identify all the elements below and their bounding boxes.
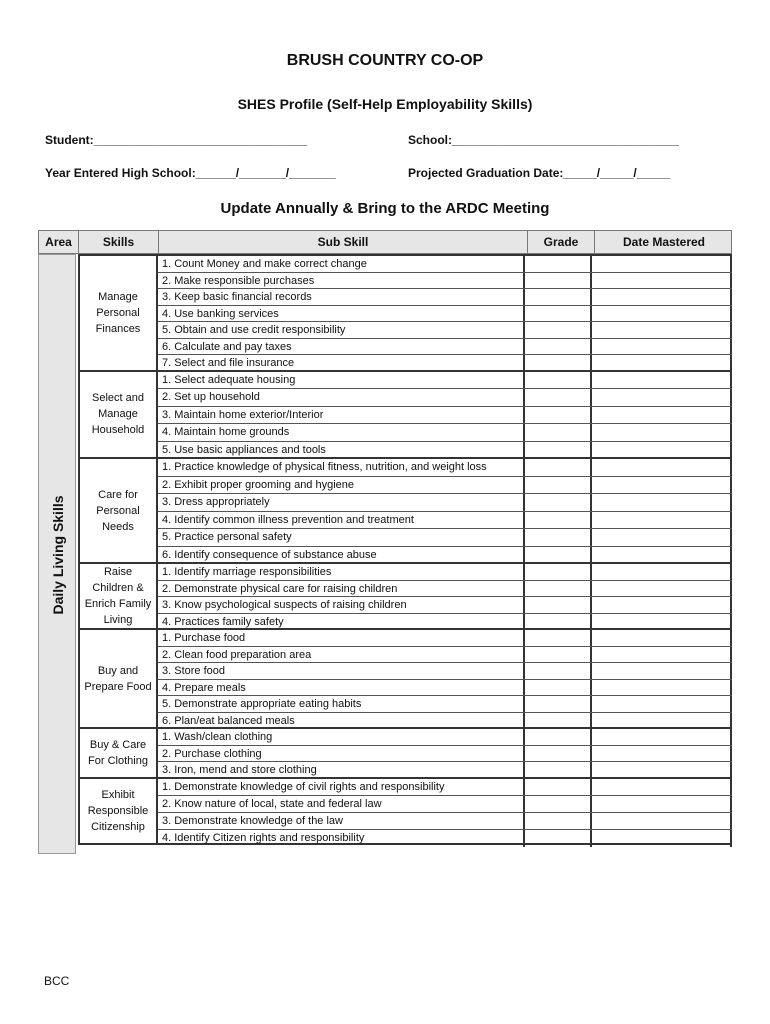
sub-skill: 5. Use basic appliances and tools xyxy=(158,442,525,460)
header-date-mastered: Date Mastered xyxy=(622,235,706,249)
grade-cell[interactable] xyxy=(525,581,592,597)
sub-skill: 1. Practice knowledge of physical fitness, nutrition, and weight loss xyxy=(158,459,525,476)
table-row xyxy=(158,512,732,530)
skill-label: Raise Children & Enrich Family Living xyxy=(78,564,158,628)
date-mastered-cell[interactable] xyxy=(592,389,732,406)
sub-skill: 3. Iron, mend and store clothing xyxy=(158,762,525,779)
date-mastered-cell[interactable] xyxy=(592,372,732,389)
footer-code: BCC xyxy=(44,974,70,988)
date-mastered-cell[interactable] xyxy=(592,597,732,613)
table-row xyxy=(158,322,732,339)
date-mastered-cell[interactable] xyxy=(592,630,732,646)
date-mastered-cell[interactable] xyxy=(592,407,732,424)
date-mastered-cell[interactable] xyxy=(592,779,732,795)
date-mastered-cell[interactable] xyxy=(592,796,732,812)
sub-skill: 1. Select adequate housing xyxy=(158,372,525,389)
date-mastered-cell[interactable] xyxy=(592,663,732,679)
grade-cell[interactable] xyxy=(525,746,592,762)
date-mastered-cell[interactable] xyxy=(592,477,732,494)
sub-skill: 2. Set up household xyxy=(158,389,525,406)
grade-cell[interactable] xyxy=(525,459,592,476)
table-row xyxy=(158,459,732,477)
update-instruction: Update Annually & Bring to the ARDC Meeting xyxy=(220,200,550,217)
sub-skill: 3. Keep basic financial records xyxy=(158,289,525,305)
date-mastered-cell[interactable] xyxy=(592,581,732,597)
header-skills: Skills xyxy=(79,231,159,253)
sub-skill: 6. Plan/eat balanced meals xyxy=(158,713,525,730)
sub-skill: 3. Demonstrate knowledge of the law xyxy=(158,813,525,829)
grade-cell[interactable] xyxy=(525,273,592,289)
skill-group xyxy=(78,777,732,845)
skill-group xyxy=(78,562,732,628)
date-mastered-cell[interactable] xyxy=(592,273,732,289)
sub-skill: 2. Exhibit proper grooming and hygiene xyxy=(158,477,525,494)
student-field[interactable]: Student:________________________________ xyxy=(45,133,308,147)
date-mastered-cell[interactable] xyxy=(592,830,732,847)
date-mastered-cell[interactable] xyxy=(592,564,732,580)
table-row xyxy=(158,289,732,306)
sub-skill: 7. Select and file insurance xyxy=(158,355,525,372)
area-label: Daily Living Skills xyxy=(50,495,66,615)
sub-skill: 3. Know psychological suspects of raising children xyxy=(158,597,525,613)
header-area: Area xyxy=(39,231,79,253)
grade-cell[interactable] xyxy=(525,696,592,712)
table-row xyxy=(158,663,732,680)
skill-label: Buy & Care For Clothing xyxy=(78,729,158,777)
table-row xyxy=(158,830,732,847)
sub-skill: 1. Wash/clean clothing xyxy=(158,729,525,745)
sub-skill: 1. Demonstrate knowledge of civil rights and responsibility xyxy=(158,779,525,795)
date-mastered-cell[interactable] xyxy=(592,459,732,476)
table-row xyxy=(158,477,732,495)
sub-skill: 5. Obtain and use credit responsibility xyxy=(158,322,525,338)
table-row xyxy=(158,779,732,796)
skill-label: Care for Personal Needs xyxy=(78,459,158,562)
document-subtitle: SHES Profile (Self-Help Employability Skills) xyxy=(237,96,533,112)
sub-skill: 2. Demonstrate physical care for raising children xyxy=(158,581,525,597)
date-mastered-cell[interactable] xyxy=(592,339,732,355)
sub-skill: 4. Maintain home grounds xyxy=(158,424,525,441)
sub-skill: 4. Identify Citizen rights and responsibility xyxy=(158,830,525,847)
table-row xyxy=(158,372,732,390)
grade-cell[interactable] xyxy=(525,529,592,546)
table-row xyxy=(158,306,732,323)
date-mastered-cell[interactable] xyxy=(592,306,732,322)
sub-skill: 4. Use banking services xyxy=(158,306,525,322)
grade-cell[interactable] xyxy=(525,729,592,745)
table-row xyxy=(158,796,732,813)
skill-label: Exhibit Responsible Citizenship xyxy=(78,779,158,843)
grade-cell[interactable] xyxy=(525,289,592,305)
grade-cell[interactable] xyxy=(525,477,592,494)
grade-cell[interactable] xyxy=(525,322,592,338)
sub-skill: 2. Clean food preparation area xyxy=(158,647,525,663)
grade-cell[interactable] xyxy=(525,389,592,406)
table-row xyxy=(158,813,732,830)
sub-skill: 2. Make responsible purchases xyxy=(158,273,525,289)
grade-cell[interactable] xyxy=(525,424,592,441)
sub-skill: 5. Practice personal safety xyxy=(158,529,525,546)
grade-cell[interactable] xyxy=(525,372,592,389)
table-row xyxy=(158,581,732,598)
grade-cell[interactable] xyxy=(525,830,592,847)
grade-cell[interactable] xyxy=(525,647,592,663)
table-row xyxy=(158,407,732,425)
sub-skill: 5. Demonstrate appropriate eating habits xyxy=(158,696,525,712)
date-mastered-cell[interactable] xyxy=(592,494,732,511)
sub-skill: 4. Practices family safety xyxy=(158,614,525,631)
sub-skill: 3. Maintain home exterior/Interior xyxy=(158,407,525,424)
sub-skill: 6. Calculate and pay taxes xyxy=(158,339,525,355)
sub-skill: 3. Dress appropriately xyxy=(158,494,525,511)
skill-group xyxy=(78,370,732,458)
sub-skill: 1. Purchase food xyxy=(158,630,525,646)
date-mastered-cell[interactable] xyxy=(592,512,732,529)
date-mastered-cell[interactable] xyxy=(592,529,732,546)
graduation-date-field[interactable]: Projected Graduation Date:_____/_____/_____ xyxy=(408,166,671,180)
year-entered-field[interactable]: Year Entered High School:______/_______/_______ xyxy=(45,166,336,180)
grade-cell[interactable] xyxy=(525,306,592,322)
sub-skill: 1. Identify marriage responsibilities xyxy=(158,564,525,580)
date-mastered-cell[interactable] xyxy=(592,680,732,696)
sub-skill: 4. Identify common illness prevention and treatment xyxy=(158,512,525,529)
sub-skill: 2. Purchase clothing xyxy=(158,746,525,762)
table-row xyxy=(158,389,732,407)
sub-skill: 1. Count Money and make correct change xyxy=(158,256,525,272)
header-grade: Grade xyxy=(528,231,595,253)
date-mastered-cell[interactable] xyxy=(592,322,732,338)
area-column xyxy=(38,254,76,854)
grade-cell[interactable] xyxy=(525,663,592,679)
date-mastered-cell[interactable] xyxy=(592,746,732,762)
grade-cell[interactable] xyxy=(525,339,592,355)
header-sub-skill: Sub Skill xyxy=(159,231,528,253)
table-row xyxy=(158,256,732,273)
table-row xyxy=(158,680,732,697)
grade-cell[interactable] xyxy=(525,256,592,272)
table-row xyxy=(158,630,732,647)
table-row xyxy=(158,494,732,512)
skill-label: Manage Personal Finances xyxy=(78,256,158,370)
table-row xyxy=(158,597,732,614)
table-row xyxy=(158,564,732,581)
grade-cell[interactable] xyxy=(525,512,592,529)
table-row xyxy=(158,339,732,356)
document-title: BRUSH COUNTRY CO-OP xyxy=(286,52,484,69)
table-row xyxy=(158,647,732,664)
date-mastered-cell[interactable] xyxy=(592,729,732,745)
grade-cell[interactable] xyxy=(525,779,592,795)
school-field[interactable]: School:__________________________________ xyxy=(408,133,679,147)
grade-cell[interactable] xyxy=(525,796,592,812)
skill-label: Buy and Prepare Food xyxy=(78,630,158,727)
grade-cell[interactable] xyxy=(525,494,592,511)
skill-group xyxy=(78,628,732,727)
table-header xyxy=(38,230,732,254)
table-row xyxy=(158,729,732,746)
date-mastered-cell[interactable] xyxy=(592,647,732,663)
grade-cell[interactable] xyxy=(525,564,592,580)
sub-skill: 2. Know nature of local, state and federal law xyxy=(158,796,525,812)
table-row xyxy=(158,696,732,713)
grade-cell[interactable] xyxy=(525,597,592,613)
date-mastered-cell[interactable] xyxy=(592,256,732,272)
date-mastered-cell[interactable] xyxy=(592,696,732,712)
skill-group xyxy=(78,727,732,777)
grade-cell[interactable] xyxy=(525,630,592,646)
grade-cell[interactable] xyxy=(525,680,592,696)
skill-group xyxy=(78,457,732,562)
table-row xyxy=(158,424,732,442)
skill-label: Select and Manage Household xyxy=(78,372,158,458)
sub-skill: 6. Identify consequence of substance abuse xyxy=(158,547,525,565)
table-row xyxy=(158,273,732,290)
sub-skill: 3. Store food xyxy=(158,663,525,679)
table-row xyxy=(158,746,732,763)
table-row xyxy=(158,529,732,547)
date-mastered-cell[interactable] xyxy=(592,424,732,441)
grade-cell[interactable] xyxy=(525,813,592,829)
grade-cell[interactable] xyxy=(525,407,592,424)
skill-group xyxy=(78,254,732,370)
date-mastered-cell[interactable] xyxy=(592,289,732,305)
sub-skill: 4. Prepare meals xyxy=(158,680,525,696)
date-mastered-cell[interactable] xyxy=(592,813,732,829)
